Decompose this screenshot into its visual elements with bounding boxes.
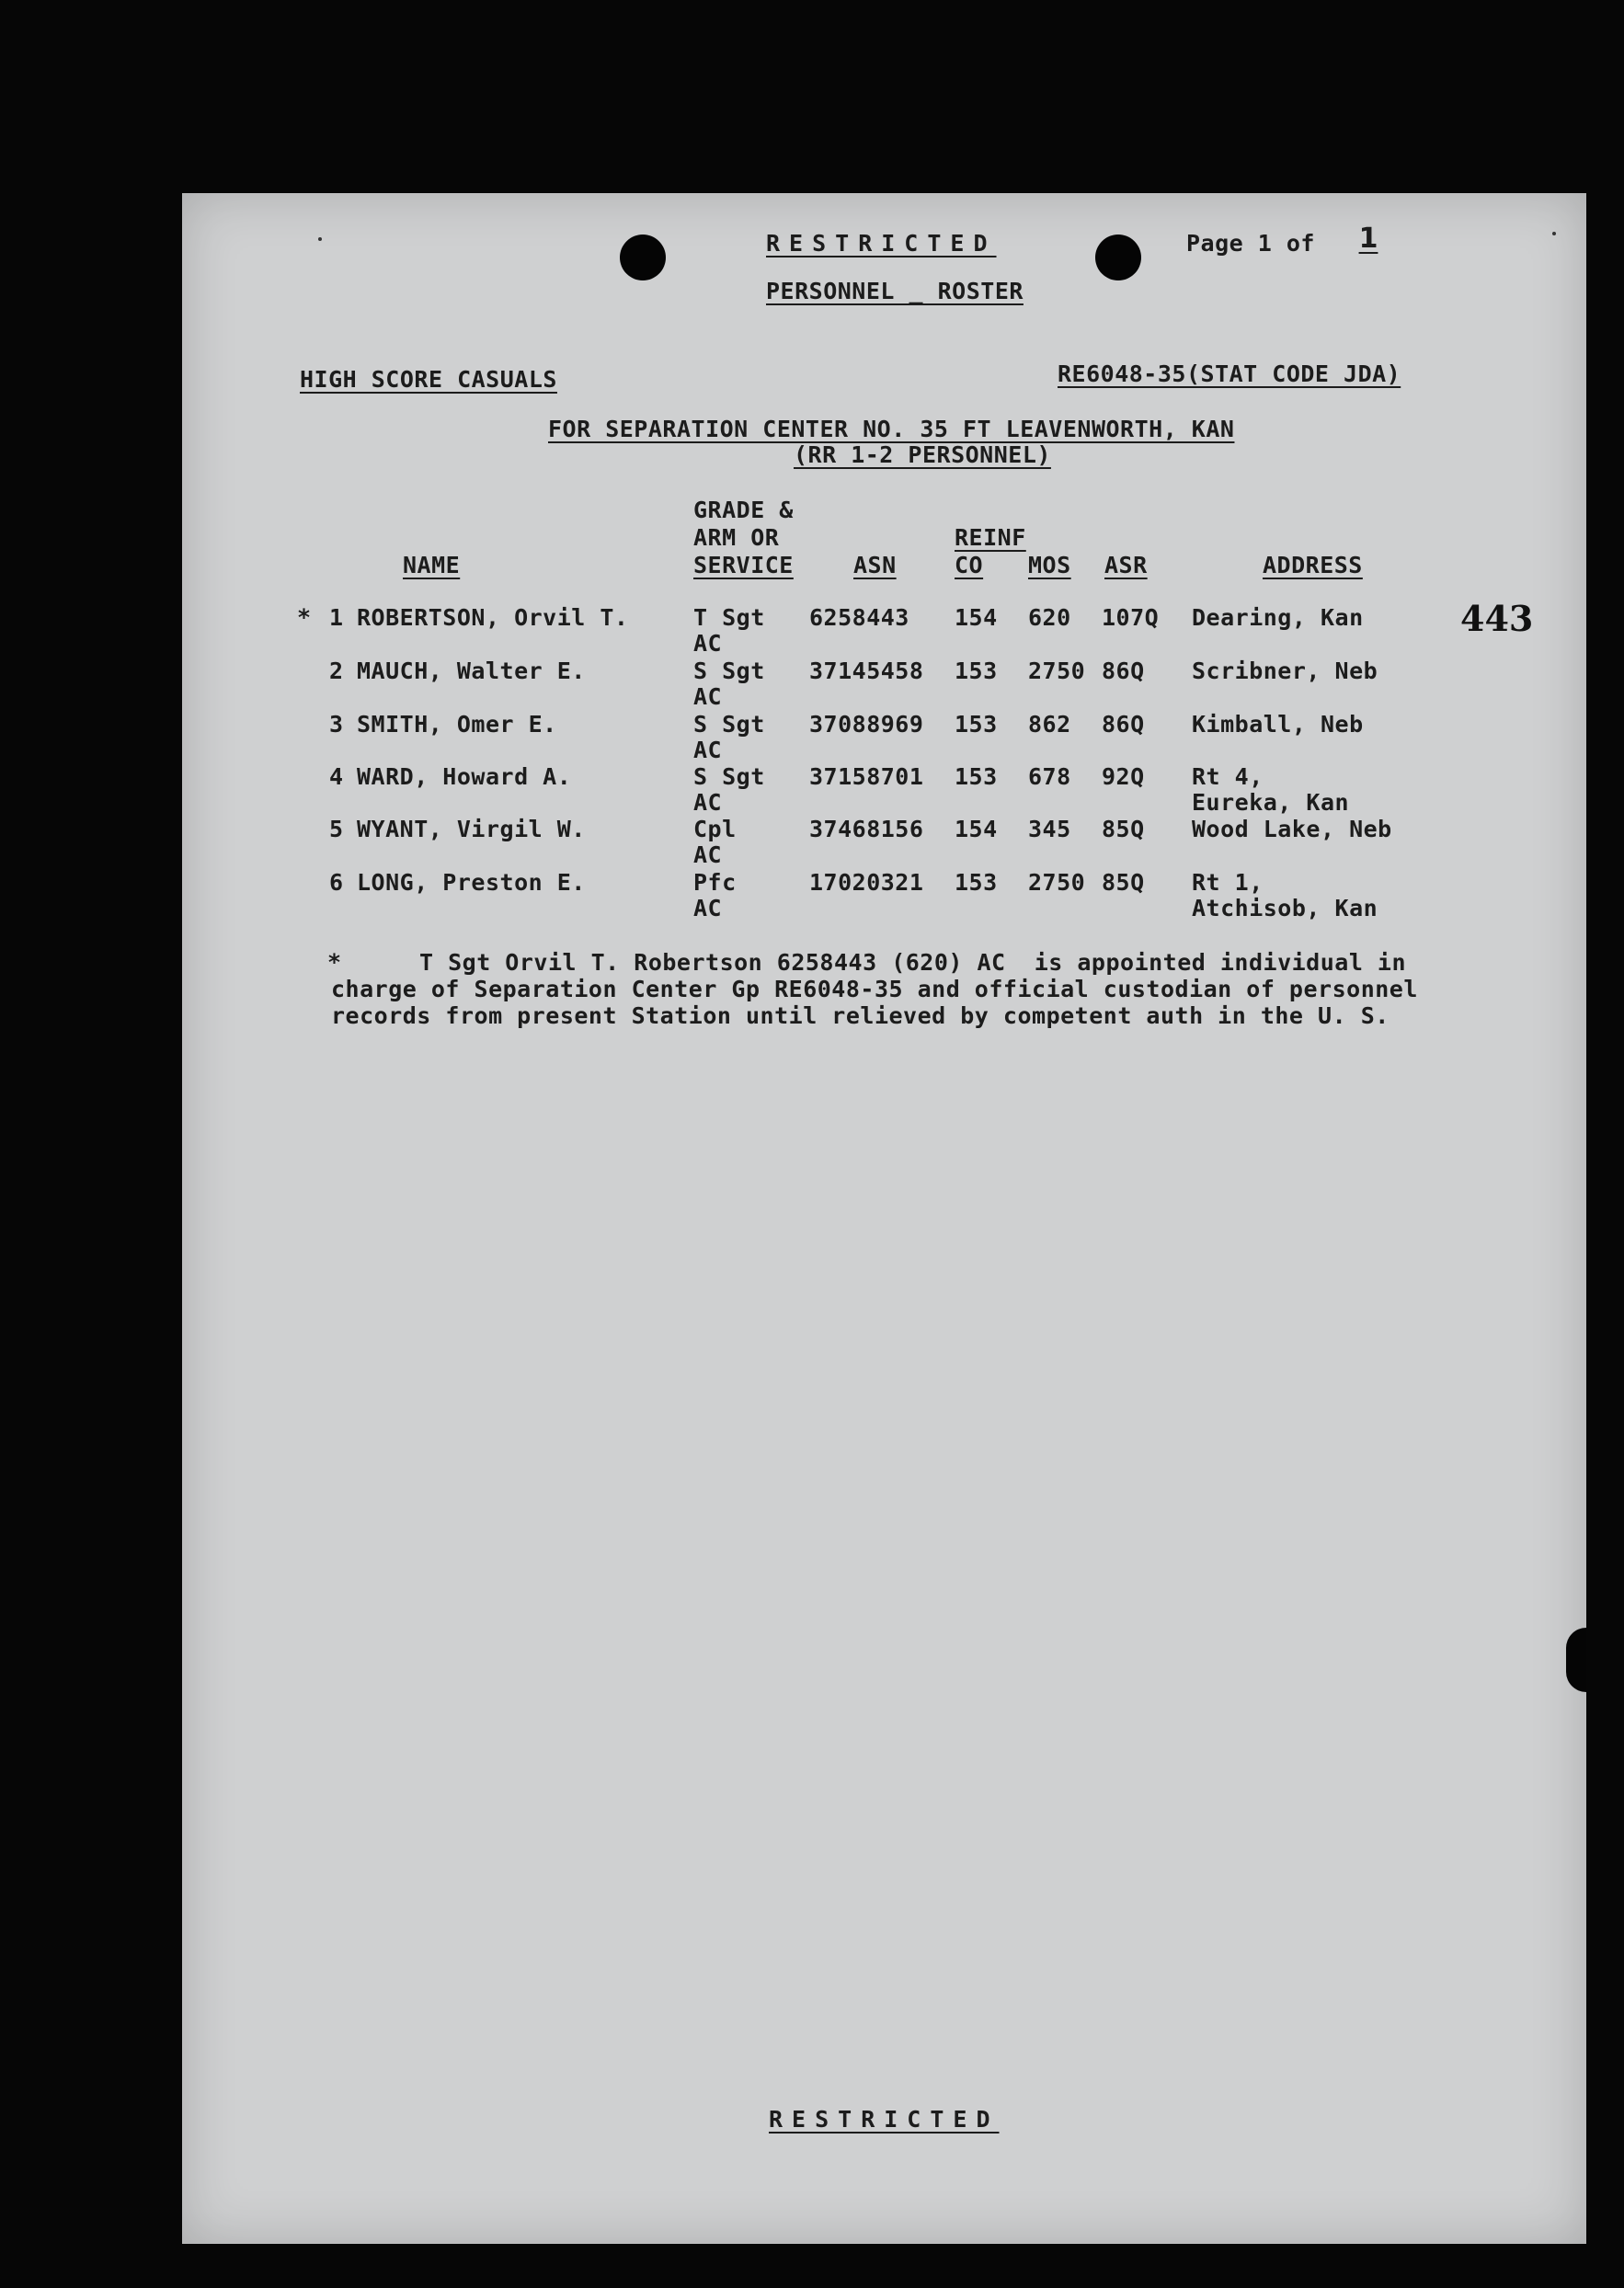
row-co: 153 — [955, 711, 998, 738]
edge-notch — [1566, 1628, 1586, 1692]
row-arm: AC — [693, 683, 723, 710]
restricted-footer: RESTRICTED — [769, 2106, 1000, 2133]
col-co: CO — [955, 552, 984, 578]
note-line-2: charge of Separation Center Gp RE6048-35 and official custodian of personnel — [331, 976, 1418, 1002]
row-grade: Pfc — [693, 869, 737, 896]
unit-name: HIGH SCORE CASUALS — [300, 366, 557, 393]
restricted-header: RESTRICTED — [766, 230, 997, 257]
row-mos: 678 — [1028, 763, 1071, 790]
row-name: SMITH, Omer E. — [357, 711, 557, 738]
col-reinf: REINF — [955, 524, 1026, 551]
row-address: Scribner, Neb — [1192, 658, 1378, 684]
row-grade: Cpl — [693, 816, 737, 842]
row-number: 3 — [329, 711, 344, 738]
row-asr: 86Q — [1102, 658, 1145, 684]
row-name: LONG, Preston E. — [357, 869, 586, 896]
row-grade: S Sgt — [693, 711, 765, 738]
row-number: 1 — [329, 604, 344, 631]
destination-sub: (RR 1-2 PERSONNEL) — [794, 441, 1051, 468]
destination-line: FOR SEPARATION CENTER NO. 35 FT LEAVENWORTH, KAN — [548, 416, 1235, 442]
row-asn: 37145458 — [809, 658, 924, 684]
row-address: Kimball, Neb — [1192, 711, 1364, 738]
row-address: Wood Lake, Neb — [1192, 816, 1392, 842]
note-mark: * — [327, 949, 342, 976]
col-mos: MOS — [1028, 552, 1071, 578]
note-line-3: records from present Station until relieved by competent auth in the U. S. — [331, 1002, 1390, 1029]
page-label: Page 1 of — [1186, 230, 1315, 257]
row-arm: AC — [693, 841, 723, 868]
roster-title: PERSONNEL _ ROSTER — [766, 278, 1024, 304]
row-arm: AC — [693, 895, 723, 921]
row-mos: 862 — [1028, 711, 1071, 738]
speck — [318, 237, 322, 241]
row-address-line2: Atchisob, Kan — [1192, 895, 1378, 921]
row-number: 5 — [329, 816, 344, 842]
col-address: ADDRESS — [1263, 552, 1363, 578]
row-arm: AC — [693, 630, 723, 657]
page-total: 1 — [1358, 223, 1378, 255]
row-number: 2 — [329, 658, 344, 684]
row-mos: 2750 — [1028, 658, 1086, 684]
row-asr: 85Q — [1102, 869, 1145, 896]
row-asr: 92Q — [1102, 763, 1145, 790]
row-asn: 37158701 — [809, 763, 924, 790]
row-mos: 2750 — [1028, 869, 1086, 896]
col-grade-l2: ARM OR — [693, 524, 780, 551]
row-co: 153 — [955, 763, 998, 790]
row-co: 154 — [955, 604, 998, 631]
speck — [1552, 232, 1556, 235]
row-co: 154 — [955, 816, 998, 842]
row-address: Rt 1, — [1192, 869, 1264, 896]
row-mos: 345 — [1028, 816, 1071, 842]
col-asn: ASN — [853, 552, 897, 578]
row-asr: 107Q — [1102, 604, 1160, 631]
row-name: WYANT, Virgil W. — [357, 816, 586, 842]
row-name: MAUCH, Walter E. — [357, 658, 586, 684]
row-arm: AC — [693, 789, 723, 816]
row-asn: 17020321 — [809, 869, 924, 896]
document-sheet — [182, 193, 1586, 2244]
row-grade: T Sgt — [693, 604, 765, 631]
row-name: ROBERTSON, Orvil T. — [357, 604, 629, 631]
row-asn: 37088969 — [809, 711, 924, 738]
row-mos: 620 — [1028, 604, 1071, 631]
row-asn: 6258443 — [809, 604, 909, 631]
col-name: NAME — [403, 552, 461, 578]
row-address: Rt 4, — [1192, 763, 1264, 790]
row-asr: 85Q — [1102, 816, 1145, 842]
col-asr: ASR — [1104, 552, 1148, 578]
row-grade: S Sgt — [693, 658, 765, 684]
note-line-1: T Sgt Orvil T. Robertson 6258443 (620) AC is appointed individual in — [419, 949, 1407, 976]
row-arm: AC — [693, 737, 723, 763]
row-address-line2: Eureka, Kan — [1192, 789, 1350, 816]
punch-hole-right — [1095, 235, 1141, 280]
row-name: WARD, Howard A. — [357, 763, 572, 790]
row-co: 153 — [955, 658, 998, 684]
punch-hole-left — [620, 235, 666, 280]
row-mark: * — [297, 604, 312, 631]
row-grade: S Sgt — [693, 763, 765, 790]
col-grade-l3: SERVICE — [693, 552, 794, 578]
col-grade-l1: GRADE & — [693, 497, 794, 523]
unit-code: RE6048-35(STAT CODE JDA) — [1058, 360, 1401, 387]
row-address: Dearing, Kan — [1192, 604, 1364, 631]
row-co: 153 — [955, 869, 998, 896]
row-asn: 37468156 — [809, 816, 924, 842]
row-number: 4 — [329, 763, 344, 790]
row-asr: 86Q — [1102, 711, 1145, 738]
row-number: 6 — [329, 869, 344, 896]
stamp-number: 443 — [1460, 598, 1534, 639]
